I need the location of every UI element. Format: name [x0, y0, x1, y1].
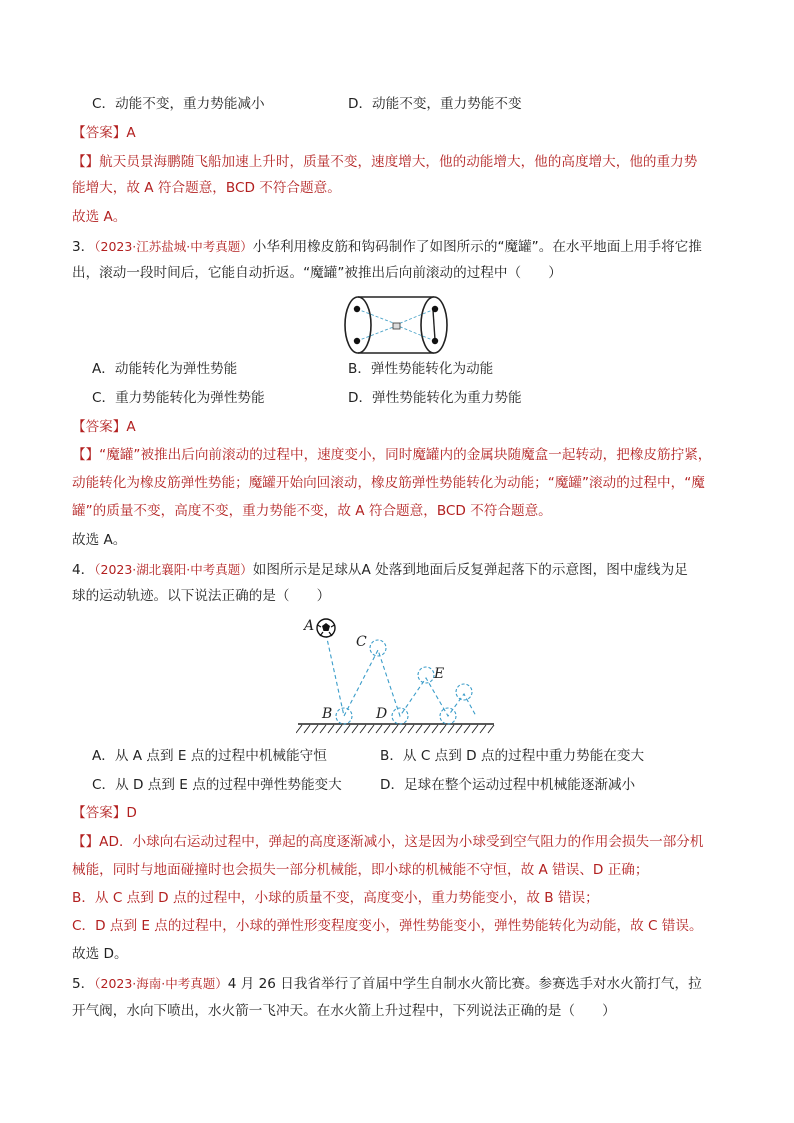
- q4-number: 4．: [72, 562, 95, 578]
- q4-explanation-line2: 械能，同时与地面碰撞时也会损失一部分机械能，即小球的机械能不守恒，故 A 错误、D 正确；: [72, 862, 649, 878]
- q5-stem-text: 4 月 26 日我省举行了首届中学生自制水火箭比赛。参赛选手对水火箭打气，拉: [227, 976, 702, 992]
- q3-conclusion: 故选 A。: [72, 532, 127, 548]
- q4-option-d: D．足球在整个运动过程中机械能逐渐减小: [380, 777, 636, 793]
- q2-option-d: D．动能不变，重力势能不变: [348, 96, 522, 112]
- q3-option-b: B．弹性势能转化为动能: [348, 361, 494, 377]
- q3-stem-line2: 出，滚动一段时间后，它能自动折返。“魔罐”被推出后向前滚动的过程中（ ）: [72, 265, 562, 281]
- q3-option-a: A．动能转化为弹性势能: [92, 361, 238, 377]
- q3-explanation-line2: 动能转化为橡皮筋弹性势能；魔罐开始向回滚动，橡皮筋弹性势能转化为动能；“魔罐”滚动的过程中，“魔: [72, 475, 705, 491]
- q2-conclusion: 故选 A。: [72, 209, 127, 225]
- figure-label-a: A: [304, 618, 315, 634]
- q4-stem-line1: [72, 560, 732, 580]
- q4-conclusion: 故选 D。: [72, 946, 128, 962]
- q5-number: 5．: [72, 976, 95, 992]
- q4-option-c: C．从 D 点到 E 点的过程中弹性势能变大: [92, 777, 342, 793]
- q4-explanation-line3: B．从 C 点到 D 点的过程中，小球的质量不变，高度变小，重力势能变小，故 B 错误；: [72, 890, 599, 906]
- q5-stem-line1: [72, 974, 732, 994]
- q3-magic-can-figure: [340, 293, 452, 357]
- q3-stem-line1: [72, 237, 732, 257]
- q2-explanation-line1: 【】航天员景海鹏随飞船加速上升时，质量不变，速度增大，他的动能增大，他的高度增大，他的重力势: [72, 154, 698, 170]
- q2-option-c: C．动能不变，重力势能减小: [92, 96, 265, 112]
- q5-source: （2023·海南·中考真题）: [94, 976, 228, 991]
- q3-option-c: C．重力势能转化为弹性势能: [92, 390, 265, 406]
- q5-stem-line2: 开气阀，水向下喷出，水火箭一飞冲天。在水火箭上升过程中，下列说法正确的是（ ）: [72, 1003, 616, 1019]
- q4-football-trajectory-figure: [296, 612, 496, 738]
- q4-stem-text: 如图所示是足球从A 处落到地面后反复弹起落下的示意图，图中虚线为足: [252, 562, 688, 578]
- q4-answer: 【答案】D: [72, 805, 137, 821]
- q3-explanation-line3: 罐”的质量不变，高度不变，重力势能不变，故 A 符合题意，BCD 不符合题意。: [72, 503, 552, 519]
- q4-option-b: B．从 C 点到 D 点的过程中重力势能在变大: [380, 748, 645, 764]
- q4-source: （2023·湖北襄阳·中考真题）: [94, 562, 253, 577]
- q3-source: （2023·江苏盐城·中考真题）: [94, 239, 253, 254]
- q3-stem-text: 小华利用橡皮筋和钩码制作了如图所示的“魔罐”。在水平地面上用手将它推: [252, 239, 702, 255]
- q3-number: 3．: [72, 239, 95, 255]
- figure-label-d: D: [376, 706, 388, 722]
- q4-option-a: A．从 A 点到 E 点的过程中机械能守恒: [92, 748, 327, 764]
- figure-label-c: C: [356, 634, 367, 650]
- q3-option-d: D．弹性势能转化为重力势能: [348, 390, 522, 406]
- q4-stem-line2: 球的运动轨迹。以下说法正确的是（ ）: [72, 588, 331, 604]
- q2-answer: 【答案】A: [72, 125, 136, 141]
- q4-explanation-line1: 【】AD．小球向右运动过程中，弹起的高度逐渐减小，这是因为小球受到空气阻力的作用会损失一部分机: [72, 834, 704, 850]
- q4-explanation-line4: C．D 点到 E 点的过程中，小球的弹性形变程度变小，弹性势能变小，弹性势能转化为动能，故 C 错误。: [72, 918, 703, 934]
- figure-label-b: B: [322, 706, 333, 722]
- q3-answer: 【答案】A: [72, 419, 136, 435]
- q3-explanation-line1: 【】“魔罐”被推出后向前滚动的过程中，速度变小，同时魔罐内的金属块随魔盒一起转动，把橡皮筋拧紧，: [72, 447, 712, 463]
- figure-label-e: E: [434, 666, 445, 682]
- q2-explanation-line2: 能增大，故 A 符合题意，BCD 不符合题意。: [72, 180, 341, 196]
